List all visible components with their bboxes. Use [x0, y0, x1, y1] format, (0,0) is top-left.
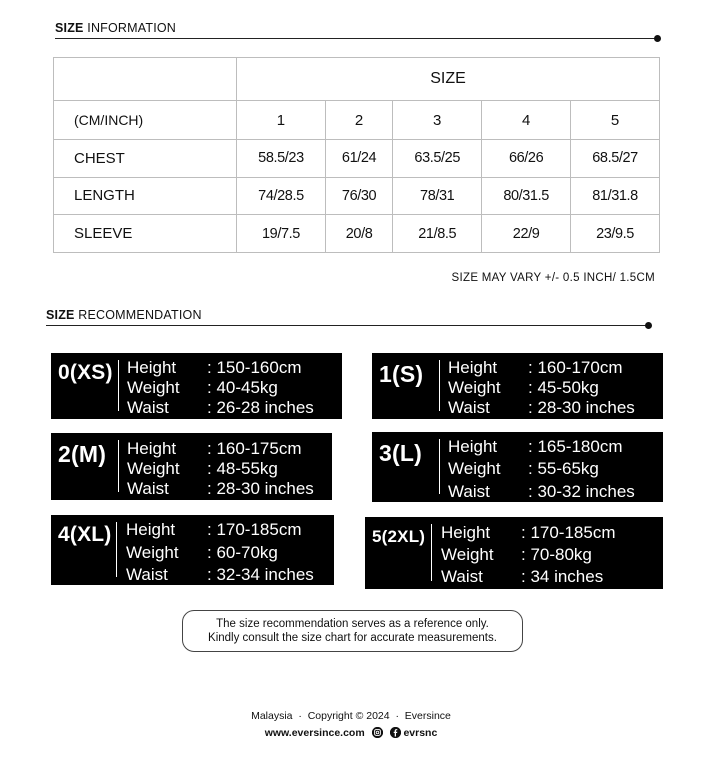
size-col-4: 4	[482, 101, 571, 140]
weight-value: : 60-70kg	[207, 543, 278, 562]
size-col-5: 5	[571, 101, 660, 140]
size-code: 5(2XL)	[372, 527, 426, 546]
size-code: 0(XS)	[58, 361, 113, 384]
weight-label: Weight	[127, 459, 180, 478]
divider-dot	[645, 322, 652, 329]
disclaimer-line-2: Kindly consult the size chart for accurate measurements.	[208, 632, 497, 644]
waist-value: : 34 inches	[521, 567, 604, 586]
table-cell: 61/24	[325, 140, 392, 178]
height-value: : 150-160cm	[207, 358, 302, 377]
waist-value: : 32-34 inches	[207, 565, 314, 584]
disclaimer-line-1: The size recommendation serves as a reference only.	[216, 618, 489, 630]
height-label: Height	[126, 520, 176, 539]
size-col-3: 3	[393, 101, 482, 140]
size-code: 2(M)	[58, 441, 107, 467]
height-value: : 160-170cm	[528, 358, 623, 377]
table-cell: 74/28.5	[237, 177, 326, 215]
card-divider	[431, 524, 432, 581]
weight-value: : 45-50kg	[528, 378, 599, 397]
height-value: : 165-180cm	[528, 437, 623, 456]
table-cell: 80/31.5	[482, 177, 571, 215]
size-card-l	[372, 432, 663, 502]
footer-copyright-text: Copyright © 2024	[307, 710, 390, 722]
size-variance-note: SIZE MAY VARY +/- 0.5 INCH/ 1.5CM	[451, 272, 655, 284]
size-information-title	[55, 21, 176, 35]
size-code: 1(S)	[379, 361, 424, 387]
size-chart-table	[53, 57, 660, 253]
website-link[interactable]: www.eversince.com	[264, 727, 365, 739]
waist-label: Waist	[448, 398, 490, 417]
table-cell: 58.5/23	[237, 140, 326, 178]
size-col-1: 1	[237, 101, 326, 140]
weight-label: Weight	[448, 378, 501, 397]
title-bold: SIZE	[46, 308, 75, 322]
size-code: 4(XL)	[58, 523, 112, 546]
row-label-sleeve: SLEEVE	[54, 215, 237, 253]
size-code: 3(L)	[379, 440, 422, 466]
table-corner-cell	[54, 58, 237, 101]
height-label: Height	[127, 439, 177, 458]
height-value: : 170-185cm	[207, 520, 302, 539]
waist-value: : 30-32 inches	[528, 482, 635, 501]
facebook-icon[interactable]	[390, 727, 401, 738]
size-col-2: 2	[325, 101, 392, 140]
waist-label: Waist	[441, 567, 483, 586]
waist-value: : 28-30 inches	[528, 398, 635, 417]
weight-label: Weight	[126, 543, 179, 562]
waist-value: : 26-28 inches	[207, 398, 314, 417]
section-divider	[46, 325, 649, 326]
social-handle[interactable]: evrsnc	[403, 727, 438, 739]
size-header: SIZE	[237, 58, 660, 101]
height-label: Height	[441, 523, 491, 542]
size-card-xs	[51, 353, 342, 419]
row-label-chest: CHEST	[54, 140, 237, 178]
size-card-m	[51, 433, 332, 500]
height-label: Height	[448, 437, 498, 456]
table-cell: 68.5/27	[571, 140, 660, 178]
table-cell: 23/9.5	[571, 215, 660, 253]
weight-value: : 48-55kg	[207, 459, 278, 478]
weight-value: : 55-65kg	[528, 459, 599, 478]
card-divider	[116, 522, 117, 577]
footer-separator: ·	[298, 710, 302, 722]
table-cell: 78/31	[393, 177, 482, 215]
row-label-length: LENGTH	[54, 177, 237, 215]
weight-value: : 70-80kg	[521, 545, 592, 564]
size-card-xl	[51, 515, 334, 585]
footer-country: Malaysia	[251, 710, 293, 722]
disclaimer-box	[182, 610, 523, 652]
weight-label: Weight	[127, 378, 180, 397]
weight-value: : 40-45kg	[207, 378, 278, 397]
waist-label: Waist	[127, 398, 169, 417]
unit-label: (CM/INCH)	[54, 101, 237, 140]
waist-label: Waist	[127, 479, 169, 498]
weight-label: Weight	[448, 459, 501, 478]
waist-label: Waist	[126, 565, 168, 584]
card-divider	[439, 439, 440, 494]
table-cell: 21/8.5	[393, 215, 482, 253]
card-divider	[439, 360, 440, 411]
title-rest: INFORMATION	[83, 21, 177, 35]
footer-copyright	[0, 710, 702, 722]
section-divider	[55, 38, 658, 39]
weight-label: Weight	[441, 545, 494, 564]
title-bold: SIZE	[55, 21, 84, 35]
table-cell: 20/8	[325, 215, 392, 253]
instagram-icon[interactable]	[372, 727, 383, 738]
footer-links	[0, 727, 702, 739]
size-recommendation-title	[46, 308, 202, 322]
table-cell: 22/9	[482, 215, 571, 253]
table-cell: 76/30	[325, 177, 392, 215]
table-cell: 81/31.8	[571, 177, 660, 215]
height-value: : 160-175cm	[207, 439, 302, 458]
table-cell: 19/7.5	[237, 215, 326, 253]
footer-separator: ·	[395, 710, 399, 722]
size-card-2xl	[365, 517, 663, 589]
card-divider	[118, 360, 119, 411]
waist-label: Waist	[448, 482, 490, 501]
height-label: Height	[127, 358, 177, 377]
height-label: Height	[448, 358, 498, 377]
height-value: : 170-185cm	[521, 523, 616, 542]
waist-value: : 28-30 inches	[207, 479, 314, 498]
table-cell: 66/26	[482, 140, 571, 178]
footer-brand: Eversince	[404, 710, 451, 722]
title-rest: RECOMMENDATION	[74, 308, 202, 322]
divider-dot	[654, 35, 661, 42]
table-cell: 63.5/25	[393, 140, 482, 178]
size-card-s	[372, 353, 663, 419]
card-divider	[118, 440, 119, 492]
